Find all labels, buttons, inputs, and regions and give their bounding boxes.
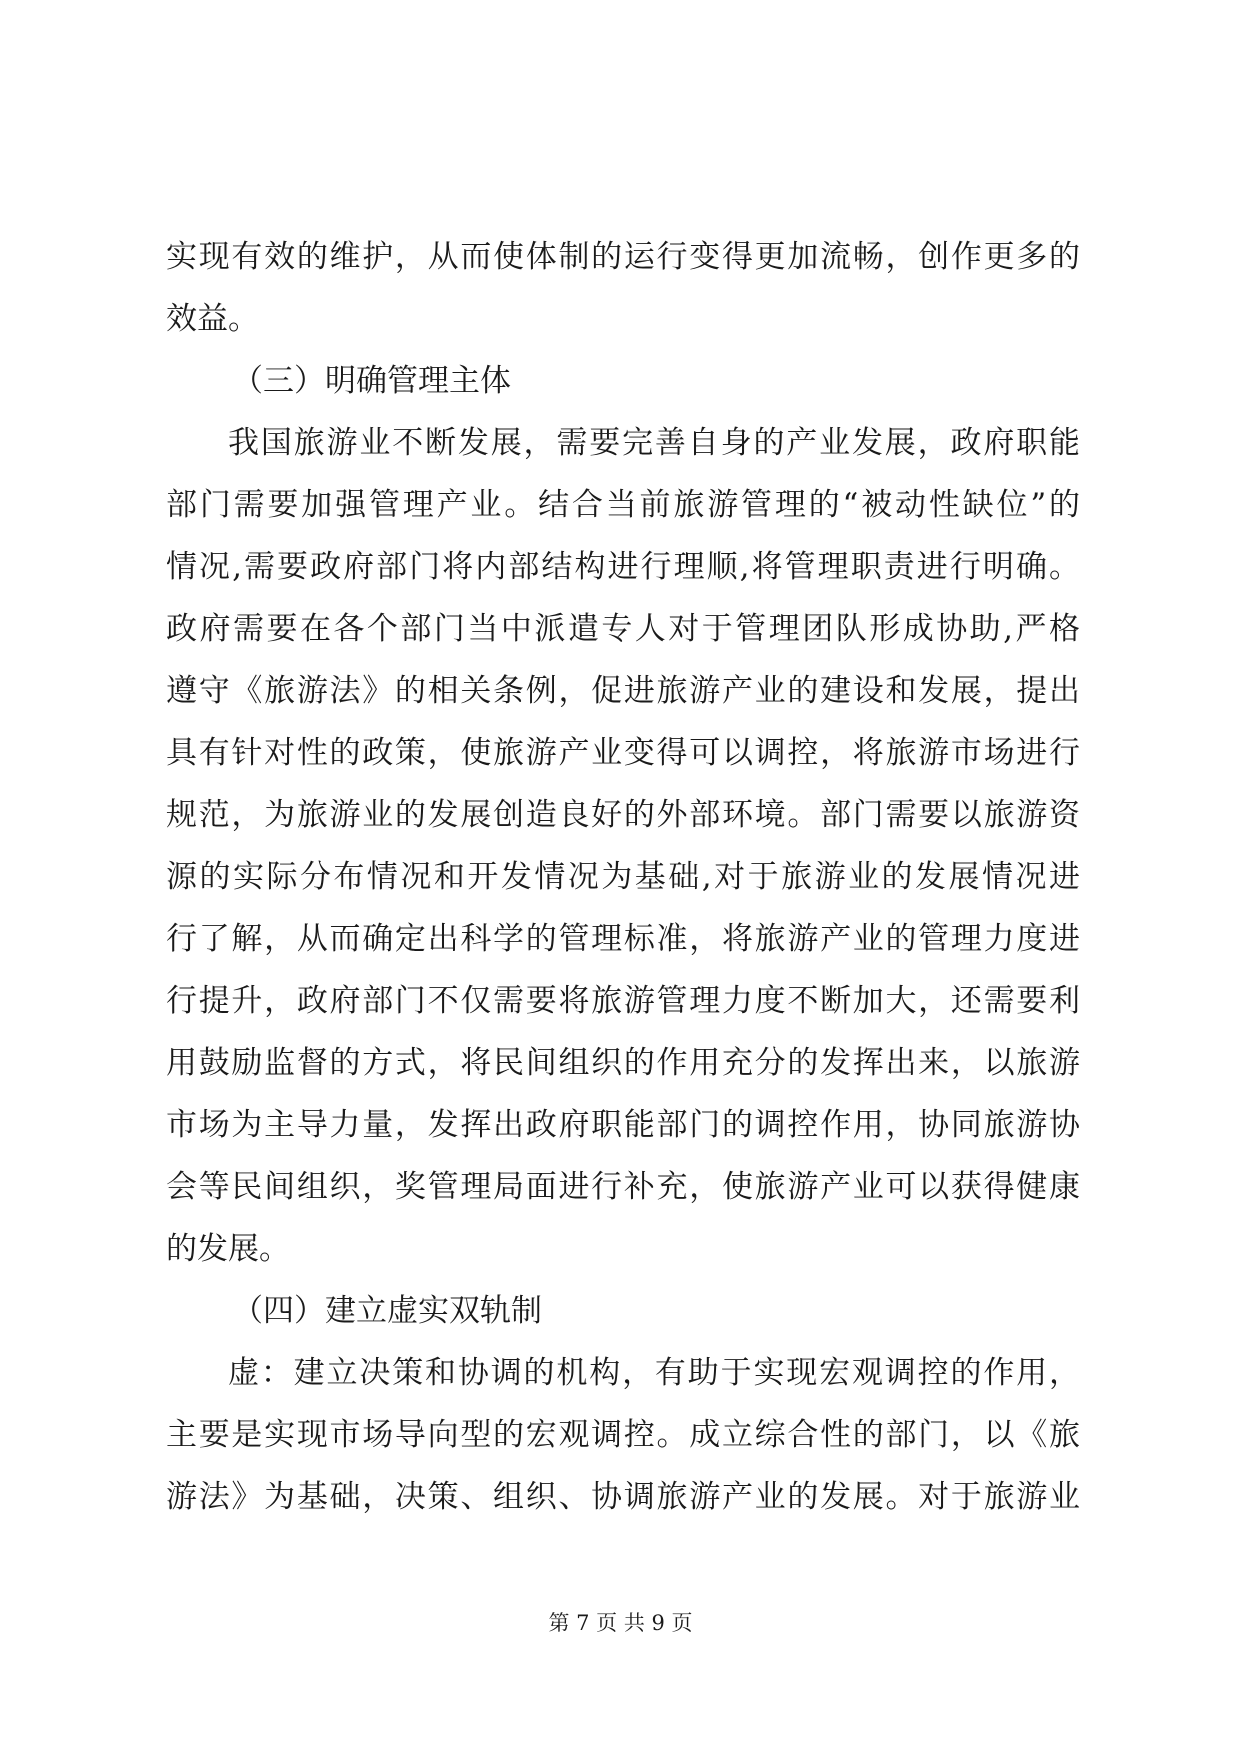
body-line: 游法》为基础，决策、组织、协调旅游产业的发展。对于旅游业 [166, 1479, 1080, 1515]
body-line: 会等民间组织，奖管理局面进行补充，使旅游产业可以获得健康 [166, 1169, 1080, 1205]
body-line: 规范，为旅游业的发展创造良好的外部环境。部门需要以旅游资 [166, 797, 1080, 833]
body-line: 遵守《旅游法》的相关条例，促进旅游产业的建设和发展，提出 [166, 673, 1080, 709]
body-line: 实现有效的维护，从而使体制的运行变得更加流畅，创作更多的 [166, 239, 1080, 275]
page-footer: 第 7 页 共 9 页 [548, 1611, 693, 1635]
document-body [166, 226, 1080, 1528]
body-line: 具有针对性的政策，使旅游产业变得可以调控，将旅游市场进行 [166, 735, 1080, 771]
body-line: 虚：建立决策和协调的机构，有助于实现宏观调控的作用， [228, 1355, 1080, 1391]
body-line: 的发展。 [166, 1231, 290, 1267]
body-line: 情况,需要政府部门将内部结构进行理顺,将管理职责进行明确。 [166, 549, 1080, 585]
body-line: 我国旅游业不断发展，需要完善自身的产业发展，政府职能 [228, 425, 1080, 461]
body-line: 市场为主导力量，发挥出政府职能部门的调控作用，协同旅游协 [166, 1107, 1080, 1143]
body-line: 源的实际分布情况和开发情况为基础,对于旅游业的发展情况进 [166, 859, 1080, 895]
body-line: 效益。 [166, 301, 259, 337]
body-line: 政府需要在各个部门当中派遣专人对于管理团队形成协助,严格 [166, 611, 1080, 647]
body-line: 用鼓励监督的方式，将民间组织的作用充分的发挥出来，以旅游 [166, 1045, 1080, 1081]
section-heading: （三）明确管理主体 [232, 363, 511, 399]
body-line: 主要是实现市场导向型的宏观调控。成立综合性的部门，以《旅 [166, 1417, 1080, 1453]
body-line: 行了解，从而确定出科学的管理标准，将旅游产业的管理力度进 [166, 921, 1080, 957]
body-line: 行提升，政府部门不仅需要将旅游管理力度不断加大，还需要利 [166, 983, 1080, 1019]
body-line: 部门需要加强管理产业。结合当前旅游管理的“被动性缺位”的 [166, 487, 1080, 523]
section-heading: （四）建立虚实双轨制 [232, 1293, 542, 1329]
